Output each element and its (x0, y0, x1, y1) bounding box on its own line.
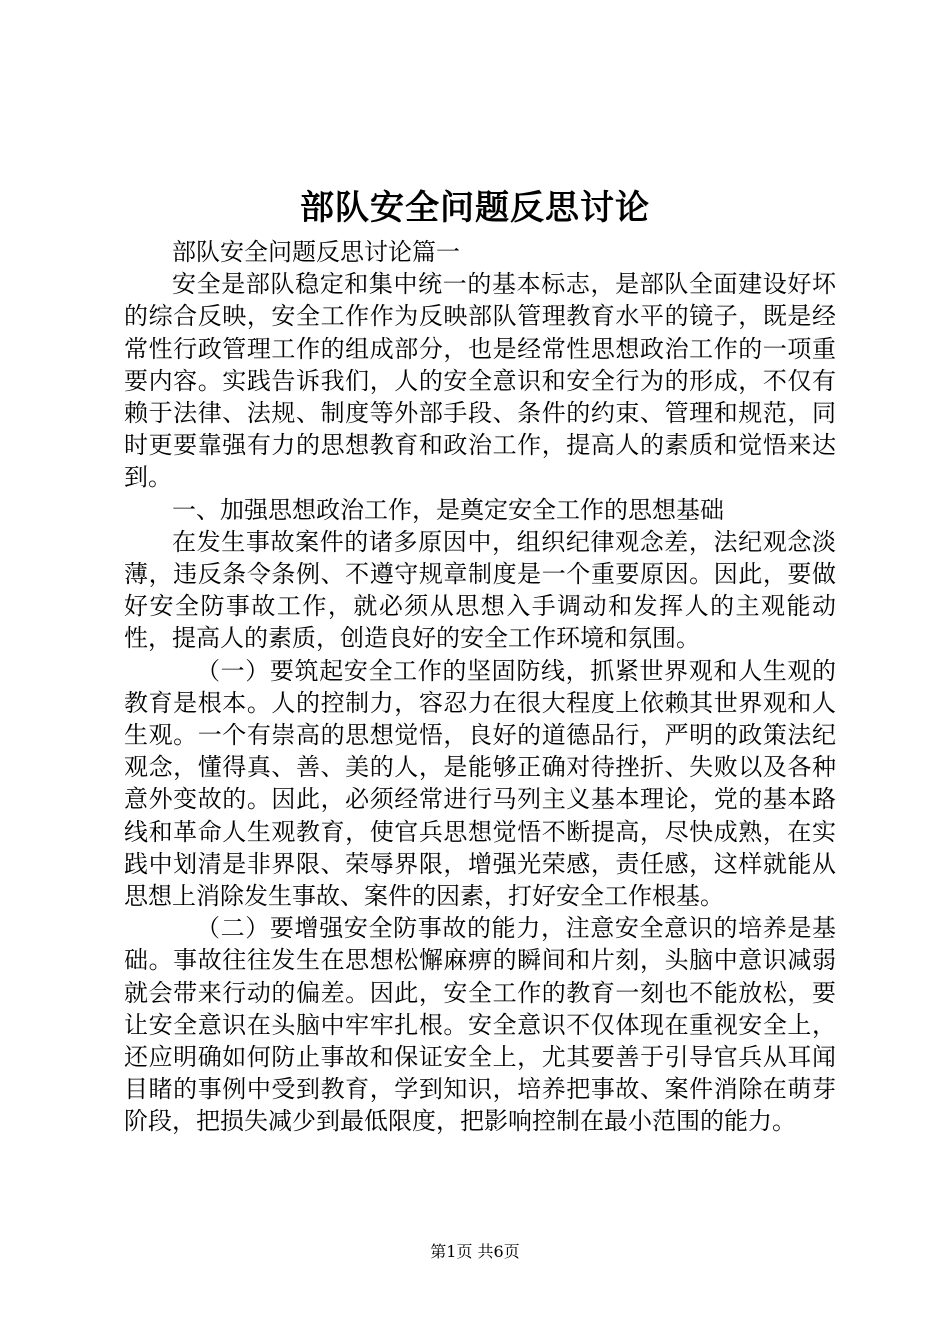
intro-paragraph: 安全是部队稳定和集中统一的基本标志，是部队全面建设好坏的综合反映，安全工作作为反映部队管理教育水平的镜子，既是经常性行政管理工作的组成部分，也是经常性思想政治工作的一项重要内容。实践告诉我们，人的安全意识和安全行为的形成，不仅有赖于法律、法规、制度等外部手段、条件的约束、管理和规范，同时更要靠强有力的思想教育和政治工作，提高人的素质和觉悟来达到。 (124, 270, 836, 492)
body-paragraph: 在发生事故案件的诸多原因中，组织纪律观念差，法纪观念淡薄，违反条令条例、不遵守规章制度是一个重要原因。因此，要做好安全防事故工作，就必须从思想入手调动和发挥人的主观能动性，提高人的素质，创造良好的安全工作环境和氛围。 (124, 527, 836, 653)
subsection-one-paragraph: （一）要筑起安全工作的坚固防线，抓紧世界观和人生观的教育是根本。人的控制力，容忍力在很大程度上依赖其世界观和人生观。一个有崇高的思想觉悟，良好的道德品行，严明的政策法纪观念，懂得真、善、美的人，是能够正确对待挫折、失败以及各种意外变故的。因此，必须经常进行马列主义基本理论，党的基本路线和革命人生观教育，使官兵思想觉悟不断提高，尽快成熟，在实践中划清是非界限、荣辱界限，增强光荣感，责任感，这样就能从思想上消除发生事故、案件的因素，打好安全工作根基。 (124, 656, 836, 911)
part-one-heading: 一、加强思想政治工作，是奠定安全工作的思想基础 (172, 495, 724, 524)
page-number-footer: 第1页 共6页 (430, 1242, 520, 1261)
section-heading: 部队安全问题反思讨论篇一 (172, 238, 460, 266)
subsection-two-paragraph: （二）要增强安全防事故的能力，注意安全意识的培养是基础。事故往往发生在思想松懈麻痹的瞬间和片刻，头脑中意识减弱就会带来行动的偏差。因此，安全工作的教育一刻也不能放松，要让安全意识在头脑中牢牢扎根。安全意识不仅体现在重视安全上，还应明确如何防止事故和保证安全上，尤其要善于引导官兵从耳闻目睹的事例中受到教育，学到知识，培养把事故、案件消除在萌芽阶段，把损失减少到最低限度，把影响控制在最小范围的能力。 (124, 914, 836, 1136)
document-title: 部队安全问题反思讨论 (300, 188, 650, 228)
document-body (124, 236, 836, 1138)
